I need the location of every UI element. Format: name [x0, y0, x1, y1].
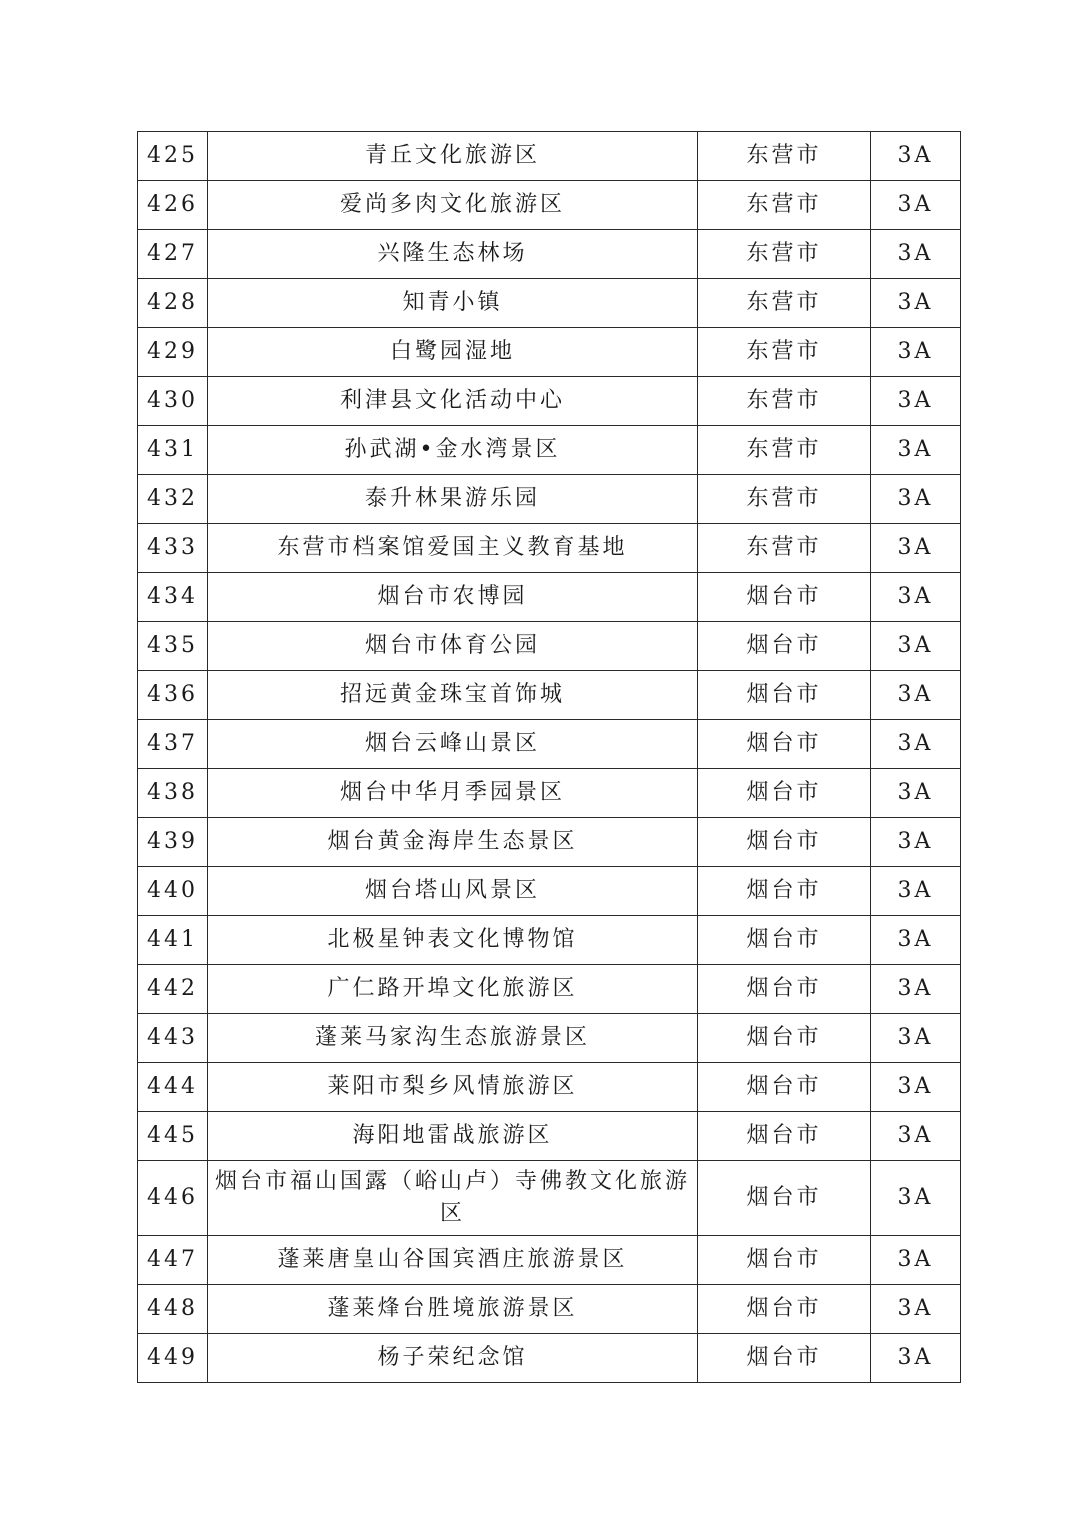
- table-row: [138, 377, 961, 426]
- spot-name-cell: 烟台市农博园: [208, 573, 698, 622]
- spot-name-cell: 青丘文化旅游区: [208, 132, 698, 181]
- spot-name-cell: 兴隆生态林场: [208, 230, 698, 279]
- table-row: [138, 181, 961, 230]
- table-row: [138, 524, 961, 573]
- document-page: [137, 131, 960, 1383]
- spot-name-cell: 烟台黄金海岸生态景区: [208, 818, 698, 867]
- city-cell: 烟台市: [698, 1112, 871, 1161]
- rating-level-cell: 3A: [871, 132, 961, 181]
- rating-level-cell: 3A: [871, 279, 961, 328]
- spot-name-cell: 莱阳市梨乡风情旅游区: [208, 1063, 698, 1112]
- table-row: [138, 132, 961, 181]
- city-cell: 烟台市: [698, 1236, 871, 1285]
- spot-name-cell: 蓬莱唐皇山谷国宾酒庄旅游景区: [208, 1236, 698, 1285]
- rating-level-cell: 3A: [871, 867, 961, 916]
- spot-name-cell: 广仁路开埠文化旅游区: [208, 965, 698, 1014]
- city-cell: 烟台市: [698, 965, 871, 1014]
- city-cell: 东营市: [698, 279, 871, 328]
- row-number-cell: 428: [138, 279, 208, 328]
- city-cell: 烟台市: [698, 1334, 871, 1383]
- row-number-cell: 443: [138, 1014, 208, 1063]
- rating-level-cell: 3A: [871, 818, 961, 867]
- rating-level-cell: 3A: [871, 1161, 961, 1236]
- row-number-cell: 447: [138, 1236, 208, 1285]
- rating-level-cell: 3A: [871, 965, 961, 1014]
- city-cell: 东营市: [698, 377, 871, 426]
- city-cell: 东营市: [698, 475, 871, 524]
- table-row: [138, 279, 961, 328]
- spot-name-cell: 白鹭园湿地: [208, 328, 698, 377]
- rating-level-cell: 3A: [871, 230, 961, 279]
- table-row: [138, 1014, 961, 1063]
- city-cell: 东营市: [698, 426, 871, 475]
- row-number-cell: 440: [138, 867, 208, 916]
- rating-level-cell: 3A: [871, 475, 961, 524]
- row-number-cell: 438: [138, 769, 208, 818]
- city-cell: 烟台市: [698, 573, 871, 622]
- rating-level-cell: 3A: [871, 1063, 961, 1112]
- table-row: [138, 1161, 961, 1236]
- city-cell: 烟台市: [698, 1063, 871, 1112]
- spot-name-cell: 爱尚多肉文化旅游区: [208, 181, 698, 230]
- rating-level-cell: 3A: [871, 1014, 961, 1063]
- table-row: [138, 916, 961, 965]
- city-cell: 东营市: [698, 230, 871, 279]
- table-row: [138, 769, 961, 818]
- row-number-cell: 432: [138, 475, 208, 524]
- spot-name-cell: 海阳地雷战旅游区: [208, 1112, 698, 1161]
- table-row: [138, 622, 961, 671]
- rating-level-cell: 3A: [871, 916, 961, 965]
- spot-name-cell: 蓬莱马家沟生态旅游景区: [208, 1014, 698, 1063]
- city-cell: 东营市: [698, 524, 871, 573]
- table-row: [138, 1334, 961, 1383]
- city-cell: 东营市: [698, 328, 871, 377]
- city-cell: 烟台市: [698, 720, 871, 769]
- row-number-cell: 446: [138, 1161, 208, 1236]
- row-number-cell: 425: [138, 132, 208, 181]
- rating-level-cell: 3A: [871, 377, 961, 426]
- table-row: [138, 328, 961, 377]
- rating-level-cell: 3A: [871, 1236, 961, 1285]
- table-row: [138, 1236, 961, 1285]
- row-number-cell: 437: [138, 720, 208, 769]
- city-cell: 东营市: [698, 181, 871, 230]
- spot-name-cell: 蓬莱烽台胜境旅游景区: [208, 1285, 698, 1334]
- rating-level-cell: 3A: [871, 181, 961, 230]
- row-number-cell: 435: [138, 622, 208, 671]
- rating-level-cell: 3A: [871, 1112, 961, 1161]
- city-cell: 烟台市: [698, 916, 871, 965]
- row-number-cell: 426: [138, 181, 208, 230]
- table-row: [138, 1063, 961, 1112]
- table-row: [138, 475, 961, 524]
- row-number-cell: 441: [138, 916, 208, 965]
- rating-level-cell: 3A: [871, 769, 961, 818]
- spot-name-cell: 招远黄金珠宝首饰城: [208, 671, 698, 720]
- row-number-cell: 444: [138, 1063, 208, 1112]
- table-row: [138, 867, 961, 916]
- row-number-cell: 434: [138, 573, 208, 622]
- spot-name-cell: 烟台云峰山景区: [208, 720, 698, 769]
- row-number-cell: 436: [138, 671, 208, 720]
- city-cell: 烟台市: [698, 1161, 871, 1236]
- spot-name-cell: 利津县文化活动中心: [208, 377, 698, 426]
- table-row: [138, 1285, 961, 1334]
- spot-name-cell: 烟台市福山国露（峪山卢）寺佛教文化旅游区: [208, 1161, 698, 1236]
- table-row: [138, 671, 961, 720]
- table-row: [138, 818, 961, 867]
- spot-name-cell: 东营市档案馆爱国主义教育基地: [208, 524, 698, 573]
- rating-level-cell: 3A: [871, 524, 961, 573]
- table-row: [138, 965, 961, 1014]
- row-number-cell: 448: [138, 1285, 208, 1334]
- row-number-cell: 442: [138, 965, 208, 1014]
- table-row: [138, 426, 961, 475]
- city-cell: 烟台市: [698, 622, 871, 671]
- rating-level-cell: 3A: [871, 622, 961, 671]
- row-number-cell: 429: [138, 328, 208, 377]
- rating-level-cell: 3A: [871, 328, 961, 377]
- city-cell: 烟台市: [698, 671, 871, 720]
- spot-name-cell: 泰升林果游乐园: [208, 475, 698, 524]
- spot-name-cell: 杨子荣纪念馆: [208, 1334, 698, 1383]
- spot-name-cell: 北极星钟表文化博物馆: [208, 916, 698, 965]
- spot-name-cell: 烟台中华月季园景区: [208, 769, 698, 818]
- row-number-cell: 445: [138, 1112, 208, 1161]
- rating-level-cell: 3A: [871, 720, 961, 769]
- table-body: [138, 132, 961, 1383]
- rating-level-cell: 3A: [871, 671, 961, 720]
- spot-name-cell: 烟台塔山风景区: [208, 867, 698, 916]
- rating-level-cell: 3A: [871, 573, 961, 622]
- city-cell: 烟台市: [698, 867, 871, 916]
- row-number-cell: 449: [138, 1334, 208, 1383]
- scenic-spots-table: [137, 131, 961, 1383]
- table-row: [138, 573, 961, 622]
- table-row: [138, 230, 961, 279]
- city-cell: 烟台市: [698, 1014, 871, 1063]
- row-number-cell: 431: [138, 426, 208, 475]
- table-row: [138, 1112, 961, 1161]
- city-cell: 烟台市: [698, 769, 871, 818]
- row-number-cell: 433: [138, 524, 208, 573]
- row-number-cell: 427: [138, 230, 208, 279]
- rating-level-cell: 3A: [871, 1285, 961, 1334]
- spot-name-cell: 知青小镇: [208, 279, 698, 328]
- rating-level-cell: 3A: [871, 426, 961, 475]
- spot-name-cell: 孙武湖•金水湾景区: [208, 426, 698, 475]
- city-cell: 烟台市: [698, 1285, 871, 1334]
- row-number-cell: 439: [138, 818, 208, 867]
- city-cell: 烟台市: [698, 818, 871, 867]
- rating-level-cell: 3A: [871, 1334, 961, 1383]
- city-cell: 东营市: [698, 132, 871, 181]
- spot-name-cell: 烟台市体育公园: [208, 622, 698, 671]
- row-number-cell: 430: [138, 377, 208, 426]
- table-row: [138, 720, 961, 769]
